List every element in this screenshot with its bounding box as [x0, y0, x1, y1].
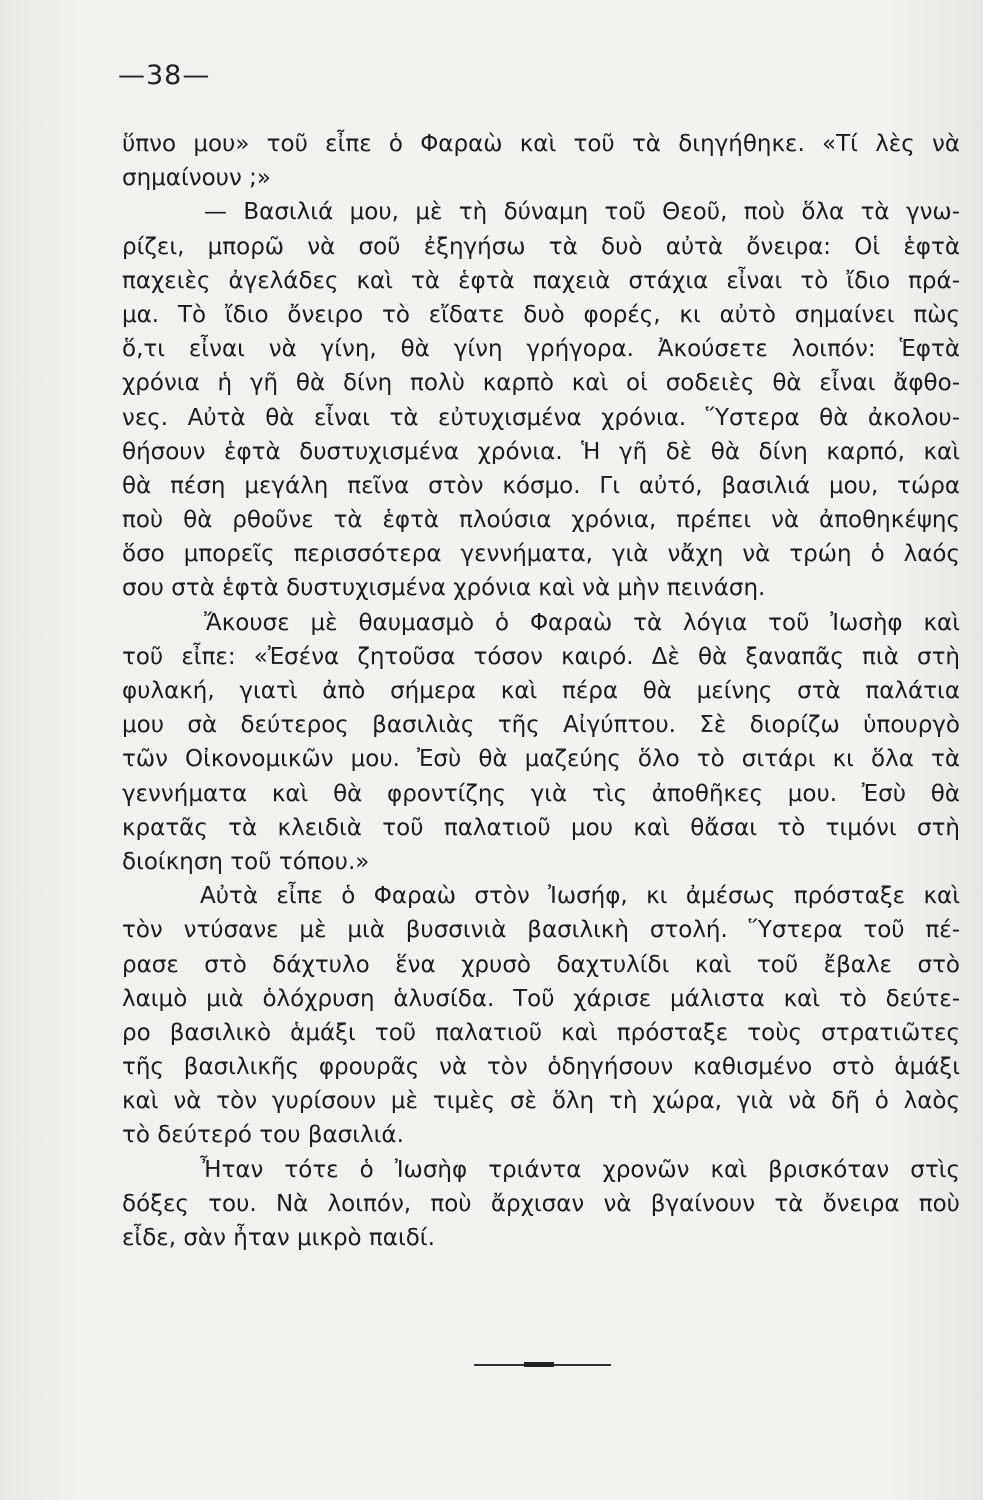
- text-line: νες. Αὐτὰ θὰ εἶναι τὰ εὐτυχισμένα χρόνια. Ὕστερα θὰ ἀκολου-: [122, 404, 960, 431]
- text-line: τοῦ εἶπε: «Ἐσένα ζητοῦσα τόσον καιρό. Δὲ θὰ ξαναπᾶς πιὰ στὴ: [122, 643, 960, 670]
- separator-ornament: [524, 1362, 554, 1367]
- text-line: ὕπνο μου» τοῦ εἶπε ὁ Φαραὼ καὶ τοῦ τὰ διηγήθηκε. «Τί λὲς νὰ: [122, 131, 960, 157]
- text-line: τῆς βασιλικῆς φρουρᾶς νὰ τὸν ὁδηγήσουν καθισμένο στὸ ἁμάξι: [122, 1054, 960, 1081]
- text-line: τὸν ντύσανε μὲ μιὰ βυσσινιὰ βασιλικὴ στολή. Ὕστερα τοῦ πέ-: [122, 917, 960, 944]
- text-line: σημαίνουν ;»: [122, 165, 271, 192]
- text-line: κρατᾶς τὰ κλειδιὰ τοῦ παλατιοῦ μου καὶ θἄσαι τὸ τιμόνι στὴ: [122, 814, 960, 841]
- text-line: διοίκηση τοῦ τόπου.»: [122, 848, 370, 875]
- text-line: τῶν Οἰκονομικῶν μου. Ἐσὺ θὰ μαζεύης ὅλο τὸ σιτάρι κι ὅλα τὰ: [122, 746, 960, 773]
- text-line: τὸ δεύτερό του βασιλιά.: [122, 1122, 404, 1149]
- text-line: μα. Τὸ ἴδιο ὄνειρο τὸ εἴδατε δυὸ φορές, κι αὐτὸ σημαίνει πὼς: [122, 301, 960, 328]
- text-line: ρίζει, μπορῶ νὰ σοῦ ἐξηγήσω τὰ δυὸ αὐτὰ ὄνειρα: Οἱ ἑφτὰ: [122, 233, 960, 260]
- text-line: σου στὰ ἑφτὰ δυστυχισμένα χρόνια καὶ νὰ μὴν πεινάση.: [122, 575, 766, 602]
- text-line: χρόνια ἡ γῆ θὰ δίνη πολὺ καρπὸ καὶ οἱ σοδειὲς θὰ εἶναι ἄφθο-: [122, 370, 960, 397]
- text-line: εἶδε, σὰν ἦταν μικρὸ παιδί.: [122, 1225, 435, 1251]
- text-line: — Βασιλιά μου, μὲ τὴ δύναμη τοῦ Θεοῦ, ποὺ ὅλα τὰ γνω-: [204, 199, 960, 226]
- text-line: Ἦταν τότε ὁ Ἰωσὴφ τριάντα χρονῶν καὶ βρισκόταν στὶς: [200, 1156, 960, 1183]
- text-line: λαιμὸ μιὰ ὁλόχρυση ἁλυσίδα. Τοῦ χάρισε μάλιστα καὶ τὸ δεύτε-: [122, 985, 960, 1012]
- page-number: —38—: [118, 60, 211, 91]
- text-line: Ἄκουσε μὲ θαυμασμὸ ὁ Φαραὼ τὰ λόγια τοῦ Ἰωσὴφ καὶ: [204, 609, 960, 636]
- body-text: [122, 127, 960, 1255]
- text-line: ὅ,τι εἶναι νὰ γίνη, θὰ γίνη γρήγορα. Ἀκούσετε λοιπόν: Ἑφτὰ: [122, 336, 960, 363]
- text-line: ρο βασιλικὸ ἁμάξι τοῦ παλατιοῦ καὶ πρόσταξε τοὺς στρατιῶτες: [122, 1019, 960, 1046]
- text-line: καὶ νὰ τὸν γυρίσουν μὲ τιμὲς σὲ ὅλη τὴ χώρα, γιὰ νὰ δῆ ὁ λαὸς: [122, 1088, 960, 1115]
- text-line: θὰ πέση μεγάλη πεῖνα στὸν κόσμο. Γι αὐτό, βασιλιά μου, τώρα: [122, 472, 960, 499]
- text-line: Αὐτὰ εἶπε ὁ Φαραὼ στὸν Ἰωσήφ, κι ἀμέσως πρόσταξε καὶ: [200, 883, 960, 910]
- text-line: γεννήματα καὶ θὰ φροντίζης γιὰ τὶς ἀποθῆκες μου. Ἐσὺ θὰ: [122, 780, 960, 807]
- text-line: παχειὲς ἀγελάδες καὶ τὰ ἑφτὰ παχειὰ στάχια εἶναι τὸ ἴδιο πρά-: [122, 267, 960, 294]
- text-line: ὅσο μπορεῖς περισσότερα γεννήματα, γιὰ νἄχη νὰ τρώη ὁ λαός: [122, 541, 960, 568]
- text-line: φυλακή, γιατὶ ἀπὸ σήμερα καὶ πέρα θὰ μείνης στὰ παλάτια: [122, 678, 960, 704]
- text-line: ρασε στὸ δάχτυλο ἕνα χρυσὸ δαχτυλίδι καὶ τοῦ ἔβαλε στὸ: [122, 951, 960, 978]
- text-line: ποὺ θὰ ρθοῦνε τὰ ἑφτὰ πλούσια χρόνια, πρέπει νὰ ἀποθηκέψης: [122, 507, 960, 534]
- text-line: θήσουν ἑφτὰ δυστυχισμένα χρόνια. Ἡ γῆ δὲ θὰ δίνη καρπό, καὶ: [122, 438, 960, 465]
- text-line: μου σὰ δεύτερος βασιλιὰς τῆς Αἰγύπτου. Σὲ διορίζω ὑπουργὸ: [122, 712, 960, 739]
- text-line: δόξες του. Νὰ λοιπόν, ποὺ ἄρχισαν νὰ βγαίνουν τὰ ὄνειρα ποὺ: [122, 1190, 960, 1217]
